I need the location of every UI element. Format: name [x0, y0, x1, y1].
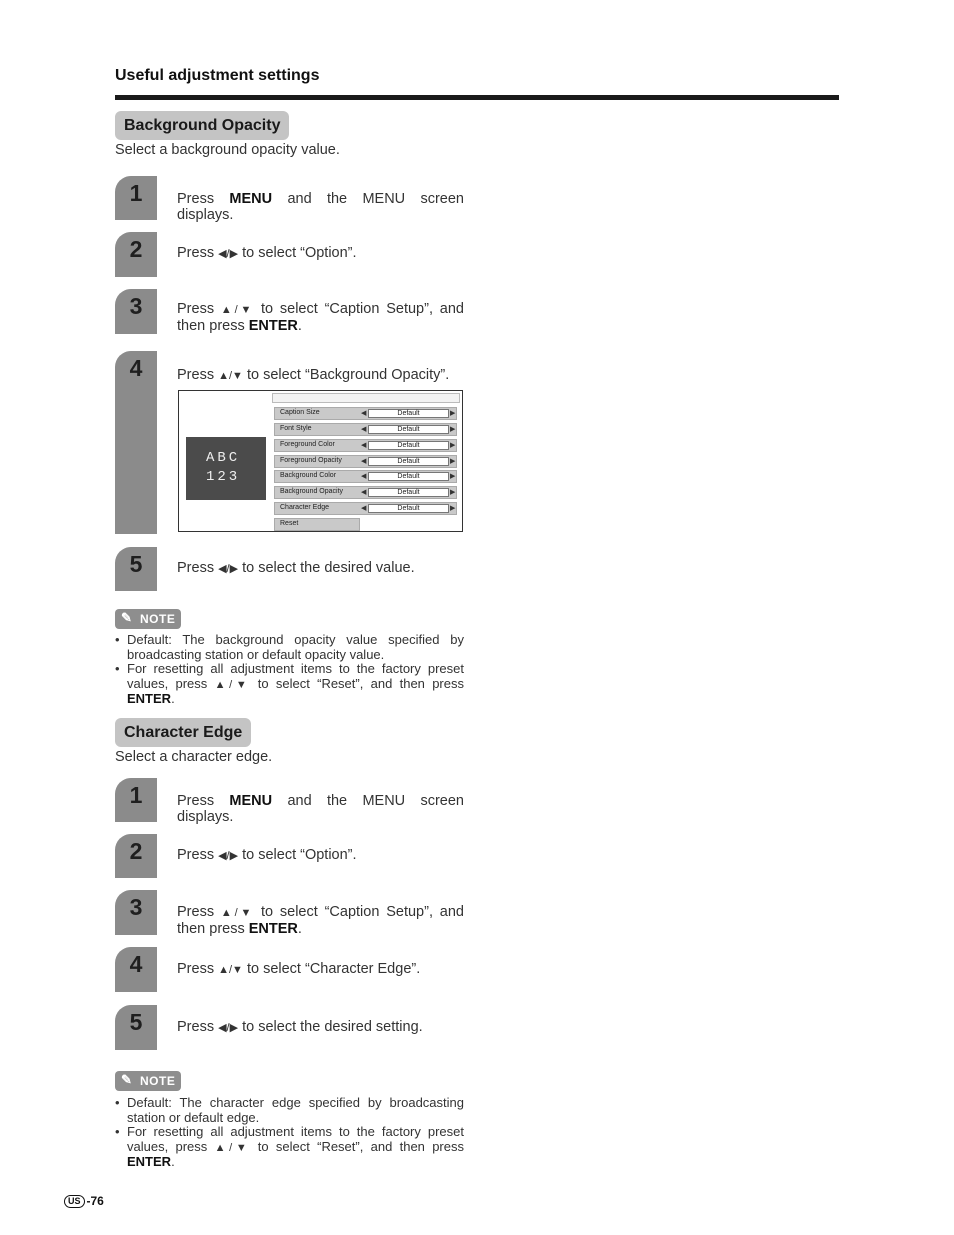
menu-row-foreground-color[interactable]: Foreground Color ◀ Default ▶	[274, 439, 457, 452]
note-badge: ✎ NOTE	[115, 1071, 181, 1091]
step-number: 3	[129, 894, 143, 920]
section-intro: Select a character edge.	[115, 749, 273, 765]
step-tab	[115, 947, 157, 992]
step-tab	[115, 890, 157, 935]
step-number: 4	[129, 951, 143, 977]
step-tab	[115, 289, 157, 334]
section-title-character-edge: Character Edge	[115, 718, 251, 747]
step-instruction: Press MENU and the MENU screen displays.	[177, 793, 464, 825]
step-tab	[115, 547, 157, 591]
right-arrow-icon: ▶	[450, 473, 456, 480]
step-instruction: Press ◀/▶ to select the desired value.	[177, 560, 415, 576]
step-number: 1	[129, 782, 143, 808]
up-down-arrows-icon: ▲/▼	[214, 1141, 251, 1154]
step-tab	[115, 834, 157, 878]
note-item: • Default: The character edge specified by broadcasting station or default edge.	[115, 1095, 464, 1125]
step-instruction: Press ▲/▼ to select “Character Edge”.	[177, 961, 421, 977]
region-badge: US	[64, 1195, 85, 1208]
left-right-arrows-icon: ◀/▶	[218, 850, 239, 862]
right-arrow-icon: ▶	[450, 410, 456, 417]
step-number: 1	[129, 180, 143, 206]
page-header-title: Useful adjustment settings	[115, 67, 320, 84]
right-arrow-icon: ▶	[450, 489, 456, 496]
note-item: • For resetting all adjustment items to the factory preset values, press ▲/▼ to select “Reset”, and then press ENTER.	[115, 1124, 464, 1169]
menu-row-foreground-opacity[interactable]: Foreground Opacity ◀ Default ▶	[274, 455, 457, 468]
left-arrow-icon: ◀	[361, 505, 367, 512]
page-number: US -76	[64, 1194, 104, 1208]
right-arrow-icon: ▶	[450, 458, 456, 465]
left-right-arrows-icon: ◀/▶	[218, 248, 239, 260]
step-tab	[115, 351, 157, 534]
step-number: 5	[129, 551, 143, 577]
pencil-icon: ✎	[121, 1072, 132, 1087]
step-instruction: Press ▲/▼ to select “Caption Setup”, and then press ENTER.	[177, 904, 464, 937]
menu-row-background-color[interactable]: Background Color ◀ Default ▶	[274, 470, 457, 483]
left-arrow-icon: ◀	[361, 473, 367, 480]
step-instruction: Press ▲/▼ to select “Background Opacity”.	[177, 367, 450, 383]
up-down-arrows-icon: ▲/▼	[220, 304, 255, 316]
right-arrow-icon: ▶	[450, 442, 456, 449]
left-arrow-icon: ◀	[361, 426, 367, 433]
step-instruction: Press ◀/▶ to select the desired setting.	[177, 1019, 423, 1035]
menu-row-character-edge[interactable]: Character Edge ◀ Default ▶	[274, 502, 457, 515]
menu-row-background-opacity[interactable]: Background Opacity ◀ Default ▶	[274, 486, 457, 499]
step-number: 2	[129, 236, 143, 262]
step-number: 5	[129, 1009, 143, 1035]
preview-line: ABC	[206, 450, 241, 466]
step-tab	[115, 176, 157, 220]
note-list	[115, 1096, 464, 1170]
step-tab	[115, 778, 157, 822]
step-instruction: Press ◀/▶ to select “Option”.	[177, 245, 357, 261]
step-instruction: Press ◀/▶ to select “Option”.	[177, 847, 357, 863]
left-arrow-icon: ◀	[361, 458, 367, 465]
right-arrow-icon: ▶	[450, 505, 456, 512]
left-right-arrows-icon: ◀/▶	[218, 1022, 239, 1034]
caption-preview	[186, 437, 266, 500]
left-arrow-icon: ◀	[361, 442, 367, 449]
step-tab	[115, 232, 157, 277]
up-down-arrows-icon: ▲/▼	[218, 964, 243, 976]
left-arrow-icon: ◀	[361, 410, 367, 417]
note-badge: ✎ NOTE	[115, 609, 181, 629]
menu-row-reset[interactable]: Reset	[274, 518, 360, 531]
note-item: • For resetting all adjustment items to the factory preset values, press ▲/▼ to select “Reset”, and then press ENTER.	[115, 661, 464, 706]
section-intro: Select a background opacity value.	[115, 142, 340, 158]
left-right-arrows-icon: ◀/▶	[218, 563, 239, 575]
step-instruction: Press MENU and the MENU screen displays.	[177, 191, 464, 223]
right-arrow-icon: ▶	[450, 426, 456, 433]
up-down-arrows-icon: ▲/▼	[214, 678, 251, 691]
menu-header-bar	[272, 393, 460, 403]
menu-row-font-style[interactable]: Font Style ◀ Default ▶	[274, 423, 457, 436]
up-down-arrows-icon: ▲/▼	[218, 370, 243, 382]
step-instruction: Press ▲/▼ to select “Caption Setup”, and then press ENTER.	[177, 301, 464, 334]
section-title-background-opacity: Background Opacity	[115, 111, 289, 140]
step-number: 3	[129, 293, 143, 319]
step-number: 4	[129, 355, 143, 381]
menu-row-caption-size[interactable]: Caption Size ◀ Default ▶	[274, 407, 457, 420]
note-item: • Default: The background opacity value specified by broadcasting station or default opacity value.	[115, 632, 464, 662]
note-list	[115, 633, 464, 707]
pencil-icon: ✎	[121, 610, 132, 625]
step-number: 2	[129, 838, 143, 864]
left-arrow-icon: ◀	[361, 489, 367, 496]
up-down-arrows-icon: ▲/▼	[220, 907, 255, 919]
preview-line: 123	[206, 469, 241, 485]
step-tab	[115, 1005, 157, 1050]
header-divider	[115, 95, 839, 100]
